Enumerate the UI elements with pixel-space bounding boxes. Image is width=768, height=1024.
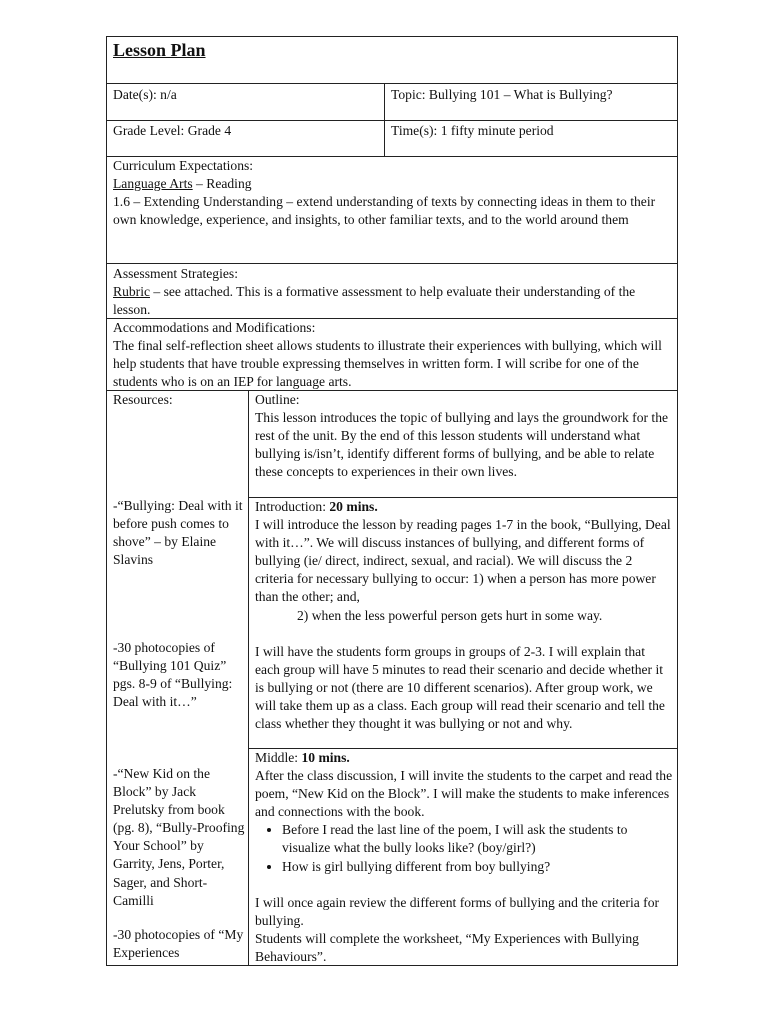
introduction-spacer [255, 625, 673, 643]
col-divider [248, 390, 249, 966]
introduction-label: Introduction: [255, 499, 330, 514]
introduction-cell [255, 498, 673, 733]
curriculum-subject: Language Arts [113, 176, 193, 192]
accommodations-cell [113, 319, 673, 391]
resource-item [113, 639, 245, 711]
resource-item [113, 926, 245, 962]
accommodations-text: The final self-reflection sheet allows students to illustrate their experiences with bullying, which will help students that have trouble expressing themselves in written form. I will scribe for one of the students who is on an IEP for language arts. [113, 338, 662, 390]
times: Time(s): 1 fifty minute period [391, 123, 554, 138]
middle-p3: Students will complete the worksheet, “My Experiences with Bullying Behaviours”. [255, 930, 639, 964]
resource-item-text: -30 photocopies of “My Experiences [113, 927, 244, 961]
table-border-left [106, 36, 107, 966]
middle-bullet-list [255, 821, 673, 875]
assessment-text-line [113, 283, 673, 319]
resource-item-text: -“Bullying: Deal with it before push comes to shove” – by Elaine Slavins [113, 498, 243, 568]
bullet-item: • Before I read the last line of the poem, I will ask the students to visualize what the bully looks like? (boy/girl?) [282, 821, 673, 857]
introduction-p2: I will have the students form groups in groups of 2-3. I will explain that each group will have 5 minutes to read their scenario and decide whether it is bullying or not (there are 10 different scenarios). After group work, we will take them up as a class. Each group will read their scenario and tell the class whether they thought it was bullying or not and why. [255, 643, 665, 732]
middle-heading [255, 749, 673, 767]
outline-text: This lesson introduces the topic of bullying and lays the groundwork for the rest of the unit. By the end of this lesson students will understand what bullying is/isn’t, identify different forms of bullying, and be able to relate these concepts to experiences in their own lives. [255, 410, 669, 480]
middle-p1: After the class discussion, I will invite the students to the carpet and read the poem, “New Kid on the Block”. I will make the students to make inferences and connections with the book. [255, 768, 673, 820]
resource-item-text: -30 photocopies of “Bullying 101 Quiz” pgs. 8-9 of “Bullying: Deal with it…” [113, 640, 233, 710]
page-title: Lesson Plan [113, 40, 206, 60]
col-divider [384, 83, 385, 157]
table-border-top [106, 36, 678, 37]
outline-heading: Outline: [255, 392, 300, 407]
time-cell [391, 122, 673, 140]
introduction-duration: 20 mins. [329, 499, 378, 514]
row-divider [106, 263, 678, 264]
resources-cell [113, 391, 245, 409]
row-divider [106, 120, 678, 121]
resources-heading: Resources: [113, 392, 173, 407]
middle-cell [255, 749, 673, 966]
topic: Topic: Bullying 101 – What is Bullying? [391, 87, 613, 102]
curriculum-subject-suffix: – Reading [192, 176, 252, 192]
assessment-text: – see attached. This is a formative assessment to help evaluate their understanding of the lesson. [113, 284, 636, 318]
middle-label: Middle: [255, 750, 302, 765]
introduction-p1b: 2) when the less powerful person gets hurt in some way. [297, 607, 603, 623]
outline-cell [255, 391, 673, 481]
middle-duration: 10 mins. [301, 750, 350, 765]
middle-spacer [255, 876, 673, 894]
curriculum-subject-line [113, 175, 673, 193]
topic-cell [391, 86, 673, 104]
grade-cell [113, 122, 381, 140]
resource-item [113, 497, 245, 569]
curriculum-cell [113, 157, 673, 229]
title-cell [113, 39, 673, 61]
rubric-label: Rubric [113, 284, 150, 300]
curriculum-text: 1.6 – Extending Understanding – extend understanding of texts by connecting ideas in them to their own knowledge, experience, and insights, to other familiar texts, and to the world around them [113, 194, 656, 228]
accommodations-heading: Accommodations and Modifications: [113, 320, 316, 335]
bullet-item: • How is girl bullying different from boy bullying? [282, 858, 673, 876]
resource-item [113, 765, 245, 910]
assessment-heading: Assessment Strategies: [113, 266, 238, 281]
introduction-heading [255, 498, 673, 516]
row-divider [106, 83, 678, 84]
dates: Date(s): n/a [113, 87, 177, 102]
introduction-p1: I will introduce the lesson by reading pages 1-7 in the book, “Bullying, Deal with it…”. We will discuss instances of bullying, and different forms of bullying (ie/ direct, indirect, sexual, and racial). We will discuss the 2 criteria for necessary bullying to occur: 1) when a person has more power than the other; and, [255, 517, 671, 605]
middle-p2: I will once again review the different forms of bullying and the criteria for bullying. [255, 894, 660, 928]
grade-level: Grade Level: Grade 4 [113, 123, 232, 138]
assessment-cell [113, 265, 673, 319]
resource-item-text: -“New Kid on the Block” by Jack Prelutsky from book (pg. 8), “Bully-Proofing Your School” by Garrity, Jens, Porter, Sager, and Short-Camilli [113, 766, 245, 908]
table-border-right [677, 36, 678, 966]
curriculum-heading: Curriculum Expectations: [113, 158, 254, 173]
dates-cell [113, 86, 381, 104]
